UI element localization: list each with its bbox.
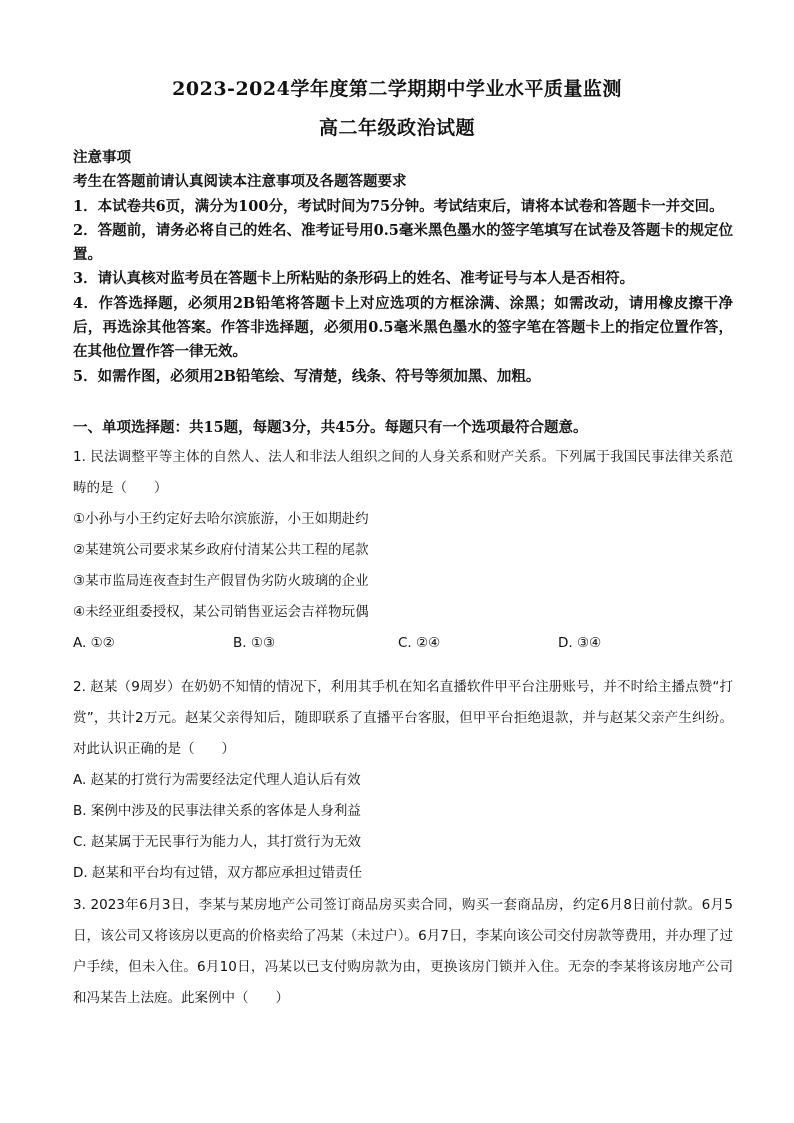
- notice-item: 4．作答选择题，必须用2B铅笔将答题卡上对应选项的方框涂满、涂黑；如需改动，请用橡皮擦干净后，再选涂其他答案。作答非选择题，必须用0.5毫米黑色墨水的签字笔在答题卡上的指定位置作答，在其他位置作答一律无效。: [73, 294, 733, 361]
- notice-item: 3．请认真核对监考员在答题卡上所粘贴的条形码上的姓名、准考证号与本人是否相符。: [73, 270, 635, 288]
- question-1: [73, 442, 733, 659]
- option-a: A. ①②: [73, 635, 115, 651]
- question-statement: ②某建筑公司要求某乡政府付清某公共工程的尾款: [73, 542, 369, 558]
- option-d: D. 赵某和平台均有过错，双方都应承担过错责任: [73, 865, 362, 881]
- question-2: [73, 672, 733, 889]
- exam-title: 2023-2024学年度第二学期期中学业水平质量监测: [172, 78, 622, 100]
- option-c: C. 赵某属于无民事行为能力人，其打赏行为无效: [73, 834, 362, 850]
- notice-item: 1．本试卷共6页，满分为100分，考试时间为75分钟。考试结束后，请将本试卷和答题卡一并交回。: [73, 197, 724, 215]
- question-stem: 2. 赵某（9周岁）在奶奶不知情的情况下，利用其手机在知名直播软件甲平台注册账号，并不时给主播点赞“打赏”，共计2万元。赵某父亲得知后，随即联系了直播平台客服，但甲平台拒绝退款，并与赵某父亲产生纠纷。对此认识正确的是（ ）: [73, 679, 733, 757]
- option-row: [73, 628, 733, 659]
- question-stem: 3. 2023年6月3日，李某与某房地产公司签订商品房买卖合同，购买一套商品房，约定6月8日前付款。6月5日，该公司又将该房以更高的价格卖给了冯某（未过户）。6月7日，李某向该公司交付房款等费用，并办理了过户手续，但未入住。6月10日，冯某以已支付购房款为由，更换该房门锁并入住。无奈的李某将该房地产公司和冯某告上法庭。此案例中（ ）: [73, 897, 733, 1006]
- question-stem: 1. 民法调整平等主体的自然人、法人和非法人组织之间的人身关系和财产关系。下列属于我国民事法律关系范畴的是（ ）: [73, 449, 733, 496]
- question-3: [73, 890, 733, 1014]
- question-statement: ③某市监局连夜查封生产假冒伪劣防火玻璃的企业: [73, 573, 369, 589]
- notice-heading: 注意事项: [73, 149, 131, 166]
- notice-item: 5．如需作图，必须用2B铅笔绘、写清楚，线条、符号等须加黑、加粗。: [73, 367, 541, 385]
- notice-item: 2．答题前，请务必将自己的姓名、准考证号用0.5毫米黑色墨水的签字笔填写在试卷及答题卡的规定位置。: [73, 221, 733, 264]
- option-c: C. ②④: [398, 635, 441, 651]
- option-b: B. 案例中涉及的民事法律关系的客体是人身利益: [73, 803, 361, 819]
- notice-subheading: 考生在答题前请认真阅读本注意事项及各题答题要求: [73, 173, 407, 191]
- option-d: D. ③④: [558, 635, 602, 651]
- notice-section: [73, 146, 733, 389]
- exam-subtitle: 高二年级政治试题: [318, 117, 475, 139]
- question-statement: ④未经亚组委授权，某公司销售亚运会吉祥物玩偶: [73, 604, 369, 620]
- option-b: B. ①③: [233, 635, 276, 651]
- option-a: A. 赵某的打赏行为需要经法定代理人追认后有效: [73, 772, 361, 788]
- question-statement: ①小孙与小王约定好去哈尔滨旅游，小王如期赴约: [73, 511, 369, 527]
- section-title: 一、单项选择题：共15题，每题3分，共45分。每题只有一个选项最符合题意。: [73, 419, 588, 436]
